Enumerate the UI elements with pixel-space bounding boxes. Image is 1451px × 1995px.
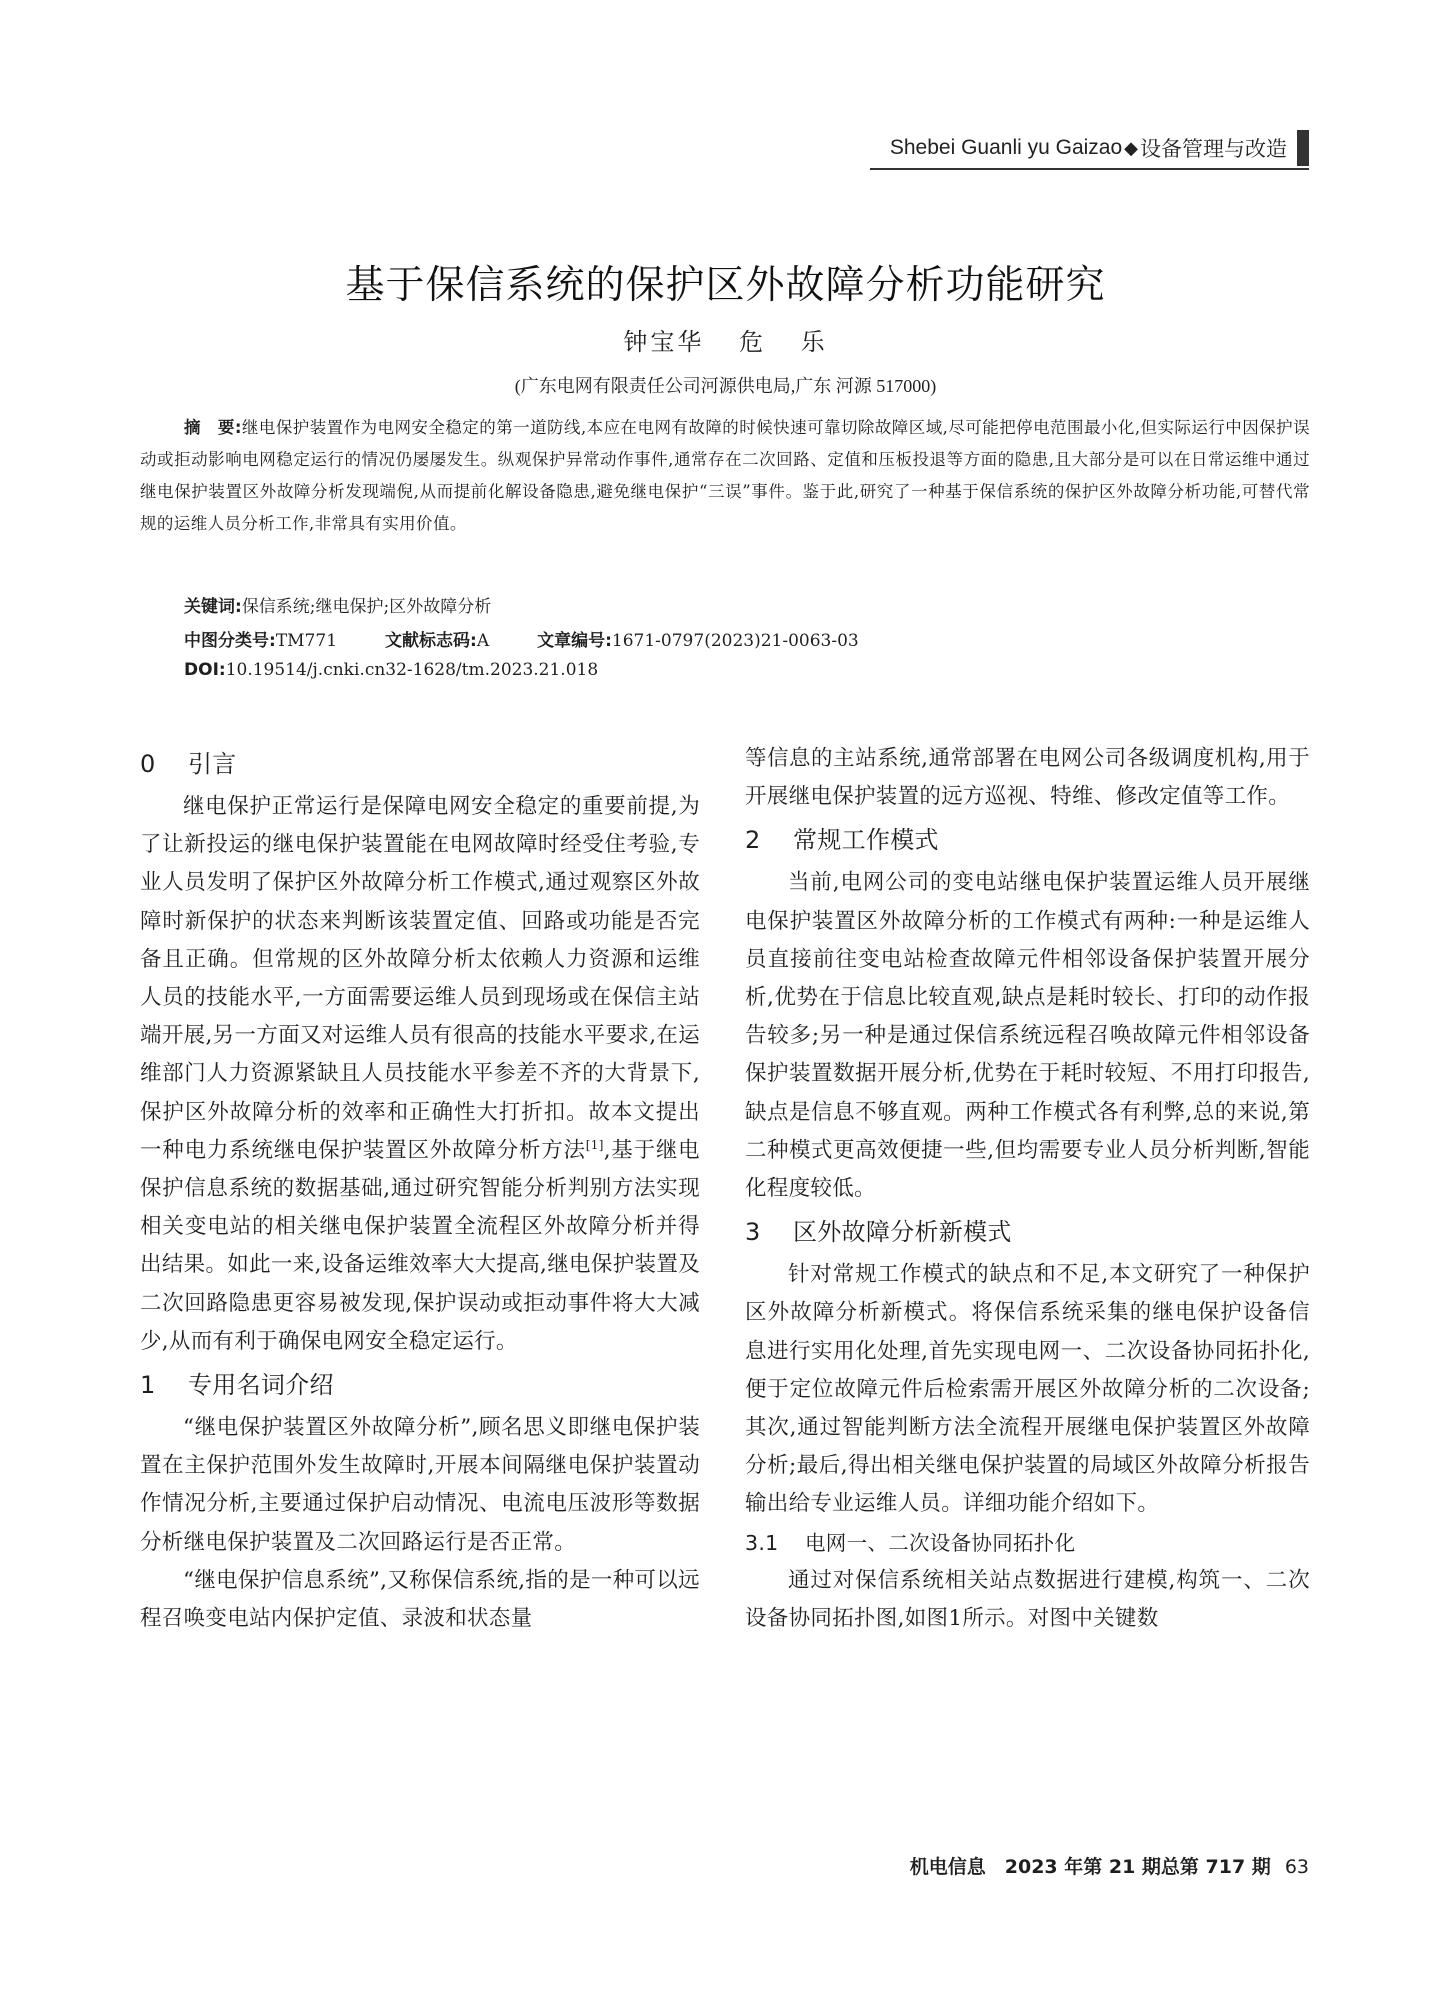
- paragraph: 等信息的主站系统,通常部署在电网公司各级调度机构,用于开展继电保护装置的远方巡视、特维、修改定值等工作。: [745, 746, 1310, 810]
- section-heading: 3 区外故障分析新模式: [745, 1218, 1012, 1247]
- header-column: 设备管理与改造: [1140, 138, 1287, 161]
- section-heading: 2 常规工作模式: [745, 826, 939, 855]
- keywords-text: 保信系统;继电保护;区外故障分析: [241, 597, 492, 617]
- header-pinyin: Shebei Guanli yu Gaizao: [889, 136, 1123, 159]
- paper-title: 基于保信系统的保护区外故障分析功能研究: [345, 263, 1106, 308]
- abstract-text: 继电保护装置作为电网安全稳定的第一道防线,本应在电网有故障的时候快速可靠切除故障区域,尽可能把停电范围最小化,但实际运行中因保护误动或拒动影响电网稳定运行的情况仍屡屡发生。纵观保护异常动作事件,通常存在二次回路、定值和压板投退等方面的隐患,且大部分是可以在日常运维中通过继电保护装置区外故障分析发现端倪,从而提前化解设备隐患,避免继电保护“三误”事件。鉴于此,研究了一种基于保信系统的保护区外故障分析功能,可替代常规的运维人员分析工作,非常具有实用价值。: [140, 418, 1310, 533]
- paragraph: “继电保护信息系统”,又称保信系统,指的是一种可以远程召唤变电站内保护定值、录波和状态量: [140, 1567, 700, 1632]
- paragraph: 通过对保信系统相关站点数据进行建模,构筑一、二次设备协同拓扑图,如图1所示。对图中关键数: [745, 1567, 1310, 1631]
- section-heading: 1 专用名词介绍: [140, 1371, 334, 1400]
- doc-code-label: 文献标志码:: [385, 631, 477, 651]
- header-rule: [870, 168, 1309, 170]
- doi-value: 10.19514/j.cnki.cn32-1628/tm.2023.21.018: [225, 660, 599, 680]
- doi: [184, 660, 598, 680]
- footer-journal: 机电信息 2023 年第 21 期总第 717 期: [909, 1856, 1271, 1878]
- paragraph: 继电保护正常运行是保障电网安全稳定的重要前提,为了让新投运的继电保护装置能在电网故障时经受住考验,专业人员发明了保护区外故障分析工作模式,通过观察区外故障时新保护的状态来判断该装置定值、回路或功能是否完备且正确。但常规的区外故障分析太依赖人力资源和运维人员的技能水平,一方面需要运维人员到现场或在保信主站端开展,另一方面又对运维人员有很高的技能水平要求,在运维部门人力资源紧缺且人员技能水平参差不齐的大背景下,保护区外故障分析的效率和正确性大打折扣。故本文提出一种电力系统继电保护装置区外故障分析方法[1],基于继电保护信息系统的数据基础,通过研究智能分析判别方法实现相关变电站的相关继电保护装置全流程区外故障分析并得出结果。如此一来,设备运维效率大大提高,继电保护装置及二次回路隐患更容易被发现,保护误动或拒动事件将大大减少,从而有利于确保电网安全稳定运行。: [140, 794, 700, 1354]
- article-no-label: 文章编号:: [537, 631, 612, 651]
- classification: [184, 626, 859, 651]
- article-no-value: 1671-0797(2023)21-0063-03: [611, 631, 859, 651]
- doc-code-value: A: [476, 631, 490, 651]
- doi-label: DOI:: [184, 660, 226, 680]
- diamond-icon: ◆: [1124, 137, 1138, 158]
- keywords-label: 关键词:: [184, 597, 242, 617]
- clc-label: 中图分类号:: [184, 631, 276, 651]
- paper-affiliation: (广东电网有限责任公司河源供电局,广东 河源 517000): [514, 376, 937, 396]
- citation-ref: [1]: [585, 1137, 604, 1152]
- abstract: [140, 412, 1310, 540]
- page-footer: [910, 1852, 1309, 1879]
- paragraph: 针对常规工作模式的缺点和不足,本文研究了一种保护区外故障分析新模式。将保信系统采集的继电保护设备信息进行实用化处理,首先实现电网一、二次设备协同拓扑化,便于定位故障元件后检索需开展区外故障分析的二次设备;其次,通过智能判断方法全流程开展继电保护装置区外故障分析;最后,得出相关继电保护装置的局域区外故障分析报告输出给专业运维人员。详细功能介绍如下。: [745, 1262, 1310, 1517]
- clc-value: TM771: [275, 631, 338, 651]
- column-right: [745, 740, 1310, 1638]
- abstract-label: 摘 要:: [184, 418, 242, 437]
- paper-authors: 钟宝华 危 乐: [623, 328, 828, 356]
- running-header: [890, 128, 1309, 168]
- keywords: [184, 592, 491, 617]
- page-number: 63: [1284, 1856, 1309, 1878]
- subsection-heading: 3.1 电网一、二次设备协同拓扑化: [745, 1530, 1076, 1555]
- paragraph: 当前,电网公司的变电站继电保护装置运维人员开展继电保护装置区外故障分析的工作模式有两种:一种是运维人员直接前往变电站检查故障元件相邻设备保护装置开展分析,优势在于信息比较直观,缺点是耗时较长、打印的动作报告较多;另一种是通过保信系统远程召唤故障元件相邻设备保护装置数据开展分析,优势在于耗时较短、不用打印报告,缺点是信息不够直观。两种工作模式各有利弊,总的来说,第二种模式更高效便捷一些,但均需要专业人员分析判断,智能化程度较低。: [745, 870, 1310, 1202]
- section-heading: 0 引言: [140, 750, 237, 778]
- column-left: [140, 740, 700, 1638]
- paragraph: “继电保护装置区外故障分析”,顾名思义即继电保护装置在主保护范围外发生故障时,开展本间隔继电保护装置动作情况分析,主要通过保护启动情况、电流电压波形等数据分析继电保护装置及二次回路运行是否正常。: [140, 1415, 700, 1555]
- header-bar: [1297, 130, 1309, 166]
